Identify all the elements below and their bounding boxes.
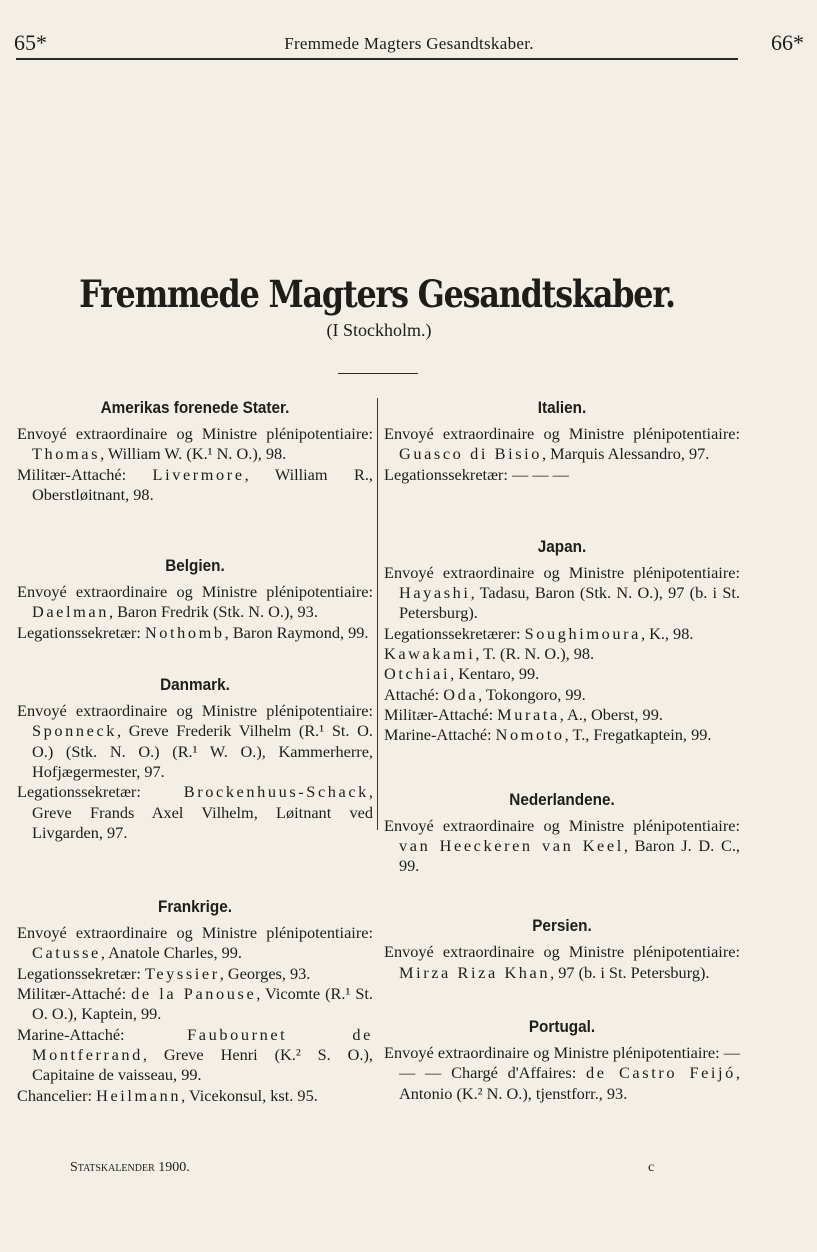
- left-column: [17, 398, 373, 1106]
- entry-danmark-envoye: Envoyé extraordinaire og Ministre plénipotentiaire: Sponneck, Greve Frederik Vilhelm (R.¹ St. O. O.) (Stk. N. O.) (R.¹ W. O.), Kammerherre, Hofjægermester, 97.: [17, 701, 373, 781]
- section-heading-belgien: Belgien.: [165, 556, 225, 576]
- entry-nederlandene-envoye: Envoyé extraordinaire og Ministre plénipotentiaire: van Heeckeren van Keel, Baron J. D. C., 99.: [384, 815, 740, 876]
- left-page-number: 65*: [14, 30, 47, 55]
- entry-italien-envoye: Envoyé extraordinaire og Ministre plénipotentiaire: Guasco di Bisio, Marquis Alessandro, 97.: [384, 424, 740, 464]
- page-header: [14, 30, 804, 60]
- entry-japan-militaer: Militær-Attaché: Murata, A., Oberst, 99.: [384, 704, 663, 724]
- section-heading-danmark: Danmark.: [160, 675, 230, 695]
- entry-japan-envoye: Envoyé extraordinaire og Ministre plénipotentiaire: Hayashi, Tadasu, Baron (Stk. N. O.), 97 (b. i St. Petersburg).: [384, 562, 740, 623]
- entry-danmark-sekretaer: Legationssekretær: Brockenhuus-Schack, Greve Frands Axel Vilhelm, Løitnant ved Livgarden, 97.: [17, 782, 373, 842]
- section-heading-frankrige: Frankrige.: [158, 897, 232, 917]
- footer-signature-mark: c: [648, 1160, 655, 1175]
- header-rule: [16, 58, 738, 60]
- right-page-number: 66*: [771, 30, 804, 55]
- footer-publication: Statskalender 1900.: [70, 1160, 190, 1175]
- entry-frankrige-chancelier: Chancelier: Heilmann, Vicekonsul, kst. 95.: [17, 1085, 318, 1105]
- right-column: [384, 398, 740, 1104]
- page-subtitle: (I Stockholm.): [326, 320, 432, 340]
- section-heading-portugal: Portugal.: [528, 1017, 596, 1037]
- entry-japan-attache: Attaché: Oda, Tokongoro, 99.: [384, 684, 586, 704]
- entry-amerikas-militaer: Militær-Attaché: Livermore, William R., Oberstløitnant, 98.: [17, 464, 373, 504]
- section-heading-nederlandene: Nederlandene.: [509, 789, 615, 809]
- entry-japan-sekretaer: Legationssekretærer: Soughimoura, K., 98.: [384, 623, 694, 643]
- entry-italien-sekretaer: Legationssekretær: — — —: [384, 464, 569, 484]
- entry-belgien-sekretaer: Legationssekretær: Nothomb, Baron Raymond, 99.: [17, 622, 369, 642]
- entry-persien-envoye: Envoyé extraordinaire og Ministre plénipotentiaire: Mirza Riza Khan, 97 (b. i St. Petersburg).: [384, 942, 740, 982]
- entry-frankrige-militaer: Militær-Attaché: de la Panouse, Vicomte (R.¹ St. O. O.), Kaptein, 99.: [17, 984, 373, 1024]
- entry-frankrige-sekretaer: Legationssekretær: Teyssier, Georges, 93.: [17, 963, 311, 983]
- section-heading-italien: Italien.: [537, 398, 587, 417]
- running-title: Fremmede Magters Gesandtskaber.: [284, 34, 534, 53]
- entry-japan-marine: Marine-Attaché: Nomoto, T., Fregatkaptein, 99.: [384, 725, 712, 745]
- entry-japan-sekretaer-3: Otchiai, Kentaro, 99.: [384, 664, 540, 684]
- entry-portugal-envoye: Envoyé extraordinaire og Ministre plénipotentiaire: — — — Chargé d'Affaires: de Castro Feijó, Antonio (K.² N. O.), tjenstforr., 93.: [384, 1043, 740, 1103]
- column-divider: [377, 398, 378, 830]
- section-heading-amerikas: Amerikas forenede Stater.: [100, 398, 290, 417]
- section-heading-japan: Japan.: [537, 536, 587, 556]
- entry-belgien-envoye: Envoyé extraordinaire og Ministre plénipotentiaire: Daelman, Baron Fredrik (Stk. N. O.), 93.: [17, 582, 373, 622]
- entry-frankrige-marine: Marine-Attaché: Faubournet de Montferrand, Greve Henri (K.² S. O.), Capitaine de vaisseau, 99.: [17, 1024, 373, 1085]
- section-heading-persien: Persien.: [532, 916, 592, 936]
- entry-frankrige-envoye: Envoyé extraordinaire og Ministre plénipotentiaire: Catusse, Anatole Charles, 99.: [17, 923, 373, 963]
- entry-amerikas-envoye: Envoyé extraordinaire og Ministre plénipotentiaire: Thomas, William W. (K.¹ N. O.), 98.: [17, 424, 373, 464]
- title-rule: [338, 373, 418, 374]
- page-title: Fremmede Magters Gesandtskaber.: [79, 272, 675, 316]
- entry-japan-sekretaer-2: Kawakami, T. (R. N. O.), 98.: [384, 644, 595, 664]
